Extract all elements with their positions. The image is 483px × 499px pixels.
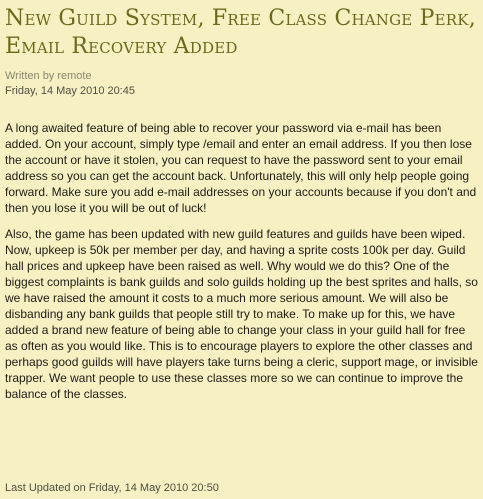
article-title: New Guild System, Free Class Change Perk, Email Recovery Added xyxy=(5,6,476,59)
article-paragraph: Also, the game has been updated with new guild features and guilds have been wiped. Now, upkeep is 50k per member per day, and having a sprite costs 100k per day. Guild hall prices and upkeep have been raised as well. Why would we do this? One of the biggest complaints is bank guilds and solo guilds holding up the best sprites and halls, so we have raised the amount it costs to a much more serious amount. We will also be disbanding any bank guilds that people still try to make. To make up for this, we have added a brand new feature of being able to change your class in your guild hall for free as often as you would like. This is to encourage players to explore the other classes and perhaps good guilds will have players take turns being a cleric, support mage, or invisible trapper. We want people to use these classes more so we can continue to improve the balance of the classes. xyxy=(5,227,478,401)
author-line: Written by remote xyxy=(5,70,92,82)
publish-date: Friday, 14 May 2010 20:45 xyxy=(5,85,136,97)
last-updated: Last Updated on Friday, 14 May 2010 20:50 xyxy=(5,482,219,494)
article-paragraph: A long awaited feature of being able to recover your password via e-mail has been added. On your account, simply type /email and enter an email address. If you then lose the account or have it stolen, you can request to have the password sent to your email address so you can get the account back. Unfortunately, this will only help people going forward. Make sure you add e-mail addresses on your accounts because if you don't and then you lose it you will be out of luck! xyxy=(5,121,477,215)
